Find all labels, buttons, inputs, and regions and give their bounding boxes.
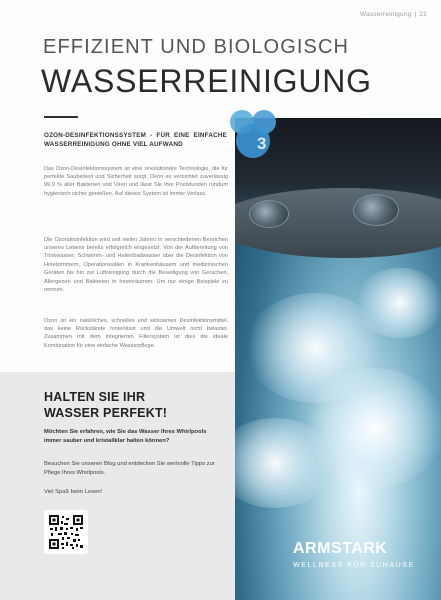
- callout-heading-line2: WASSER PERFEKT!: [44, 406, 168, 420]
- svg-text:3: 3: [257, 134, 267, 153]
- body-paragraph: Ozon ist ein natürliches, schnelles und wirksames Desinfektionsmittel, das keine Rückstände hinterlässt und die Umwelt nicht belastet. Zusammen mit dem integrierten Filtersystem ist dies die ideale Kombination für eine einfache Wasserpflege.: [44, 317, 228, 349]
- body-paragraph: Das Ozon-Desinfektionssystem ist eine revolutionäre Technologie, die für perfekte Sauberkeit und Sicherheit sorgt. Denn es vernichtet zuverlässig 99,9 % aller Bakterien und Viren und lässt Sie Ihre Poolstunden rundum hygienisch sicher genießen. Auf dieses System ist immer Verlass.: [44, 165, 228, 197]
- page-title: WASSERREINIGUNG: [41, 63, 372, 99]
- water-splash: [355, 268, 441, 338]
- ozone-molecule-icon: [227, 108, 279, 160]
- page-number: 21: [419, 11, 427, 18]
- qr-code-icon: [49, 515, 83, 549]
- brand-logo: ARMSTARK: [293, 540, 388, 557]
- qr-code[interactable]: [44, 510, 88, 554]
- callout-heading: [44, 389, 167, 421]
- title-divider: [44, 116, 78, 118]
- section-name: Wasserreinigung: [359, 11, 412, 18]
- section-subheading: OZON-DESINFEKTIONSSYSTEM - FÜR EINE EINFACHE WASSERREINIGUNG OHNE VIEL AUFWAND: [44, 132, 227, 148]
- whirlpool-photo: [235, 118, 441, 600]
- page-header: [360, 11, 427, 18]
- jet-nozzle: [249, 200, 289, 228]
- blog-callout: [0, 372, 235, 600]
- callout-heading-line1: HALTEN SIE IHR: [44, 390, 146, 404]
- jet-nozzle: [353, 194, 399, 226]
- header-separator: |: [414, 11, 417, 18]
- brand-tagline: WELLNESS FÜR ZUHAUSE: [293, 562, 415, 569]
- callout-text: Besuchen Sie unseren Blog und entdecken Sie wertvolle Tipps zur Pflege Ihres Whirlpools.: [44, 461, 215, 476]
- callout-closing: Viel Spaß beim Lesen!: [44, 489, 103, 495]
- callout-question: Möchten Sie erfahren, wie Sie das Wasser Ihres Whirlpools immer sauber und kristallklar halten können?: [44, 429, 207, 444]
- body-paragraph: Die Ozondesinfektion wird seit vielen Jahren in verschiedenen Bereichen unseres Lebens bereits erfolgreich eingesetzt. Von der Aufbereitung von Trinkwasser, Schwimm- und Hallenbadwasser über die Desinfektion von Hotelzimmern, Operationssälen in Krankenhäusern und medizinischen Geräten bis hin zur Luftreinigung durch die Beseitigung von Gerüchen, Allergenen und Bakterien in Innenräumen. Um nur einige Beispiele zu nennen.: [44, 236, 228, 294]
- page-kicker: EFFIZIENT UND BIOLOGISCH: [43, 36, 350, 58]
